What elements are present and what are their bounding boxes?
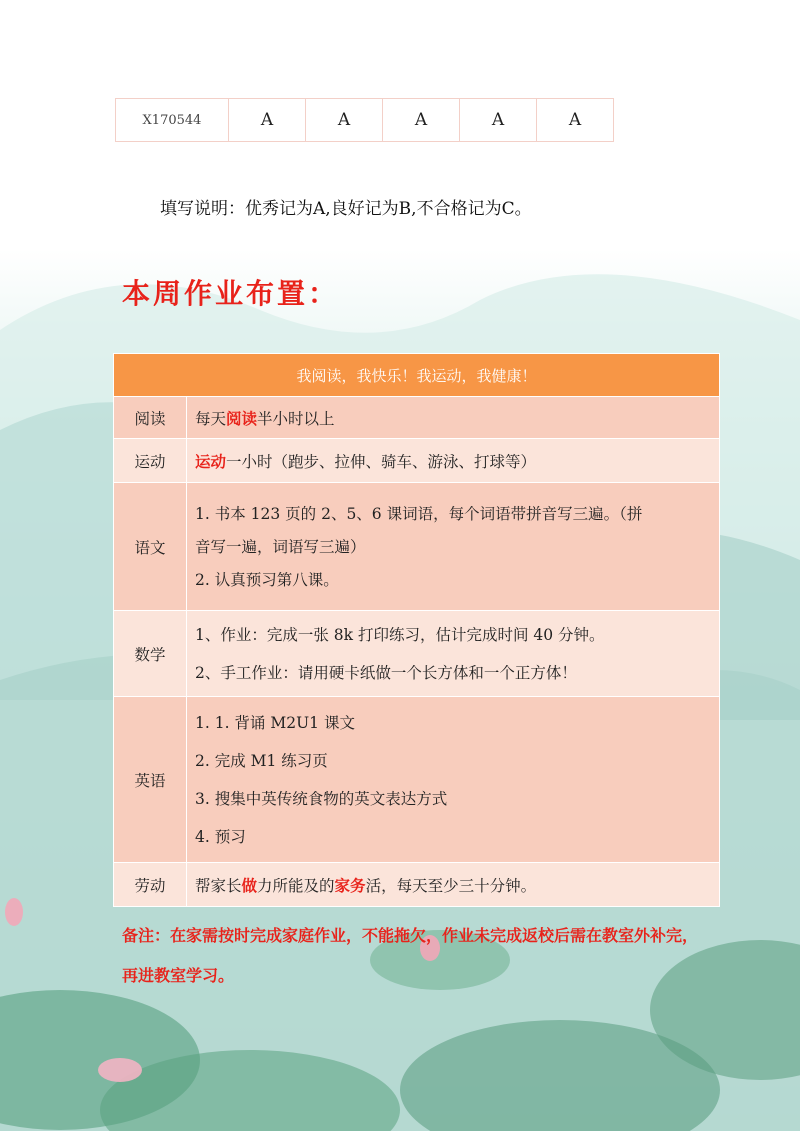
english-item: 2. 完成 M1 练习页 <box>195 751 328 770</box>
homework-title: 我阅读，我快乐！我运动，我健康！ <box>114 354 720 397</box>
chinese-line: 2. 认真预习第八课。 <box>195 570 339 589</box>
grade-cell: A <box>229 99 306 142</box>
english-task <box>187 697 720 863</box>
grade-cell: A <box>383 99 460 142</box>
reading-task: 每天阅读半小时以上 <box>187 397 720 439</box>
labor-task: 帮家长做力所能及的家务活，每天至少三十分钟。 <box>187 863 720 907</box>
fill-instruction: 填写说明：优秀记为A,良好记为B,不合格记为C。 <box>160 199 532 219</box>
subject-math: 数学 <box>114 611 187 697</box>
math-task <box>187 611 720 697</box>
subject-labor: 劳动 <box>114 863 187 907</box>
page-heading: 本周作业布置： <box>122 277 340 310</box>
grade-cell: A <box>537 99 614 142</box>
grades-table <box>115 98 614 142</box>
subject-chinese: 语文 <box>114 483 187 611</box>
remark-note: 备注：在家需按时完成家庭作业，不能拖欠，作业未完成返校后需在教室外补完，再进教室学习。 <box>122 926 699 985</box>
math-line: 1、作业：完成一张 8k 打印练习，估计完成时间 40 分钟。 <box>195 625 605 644</box>
grade-cell: A <box>306 99 383 142</box>
english-item: 3. 搜集中英传统食物的英文表达方式 <box>195 789 448 808</box>
grade-cell: A <box>460 99 537 142</box>
chinese-line: 1. 书本 123 页的 2、5、6 课词语，每个词语带拼音写三遍。（拼 <box>195 504 643 523</box>
english-item: 4. 预习 <box>195 827 246 846</box>
english-item: 1. 1. 背诵 M2U1 课文 <box>195 713 355 732</box>
homework-table <box>113 353 720 907</box>
student-id-cell: X170544 <box>116 99 229 142</box>
math-line: 2、手工作业：请用硬卡纸做一个长方体和一个正方体！ <box>195 663 577 682</box>
chinese-line: 音写一遍，词语写三遍） <box>195 537 366 556</box>
chinese-task <box>187 483 720 611</box>
subject-english: 英语 <box>114 697 187 863</box>
sport-task: 运动一小时（跑步、拉伸、骑车、游泳、打球等） <box>187 439 720 483</box>
subject-sport: 运动 <box>114 439 187 483</box>
subject-reading: 阅读 <box>114 397 187 439</box>
